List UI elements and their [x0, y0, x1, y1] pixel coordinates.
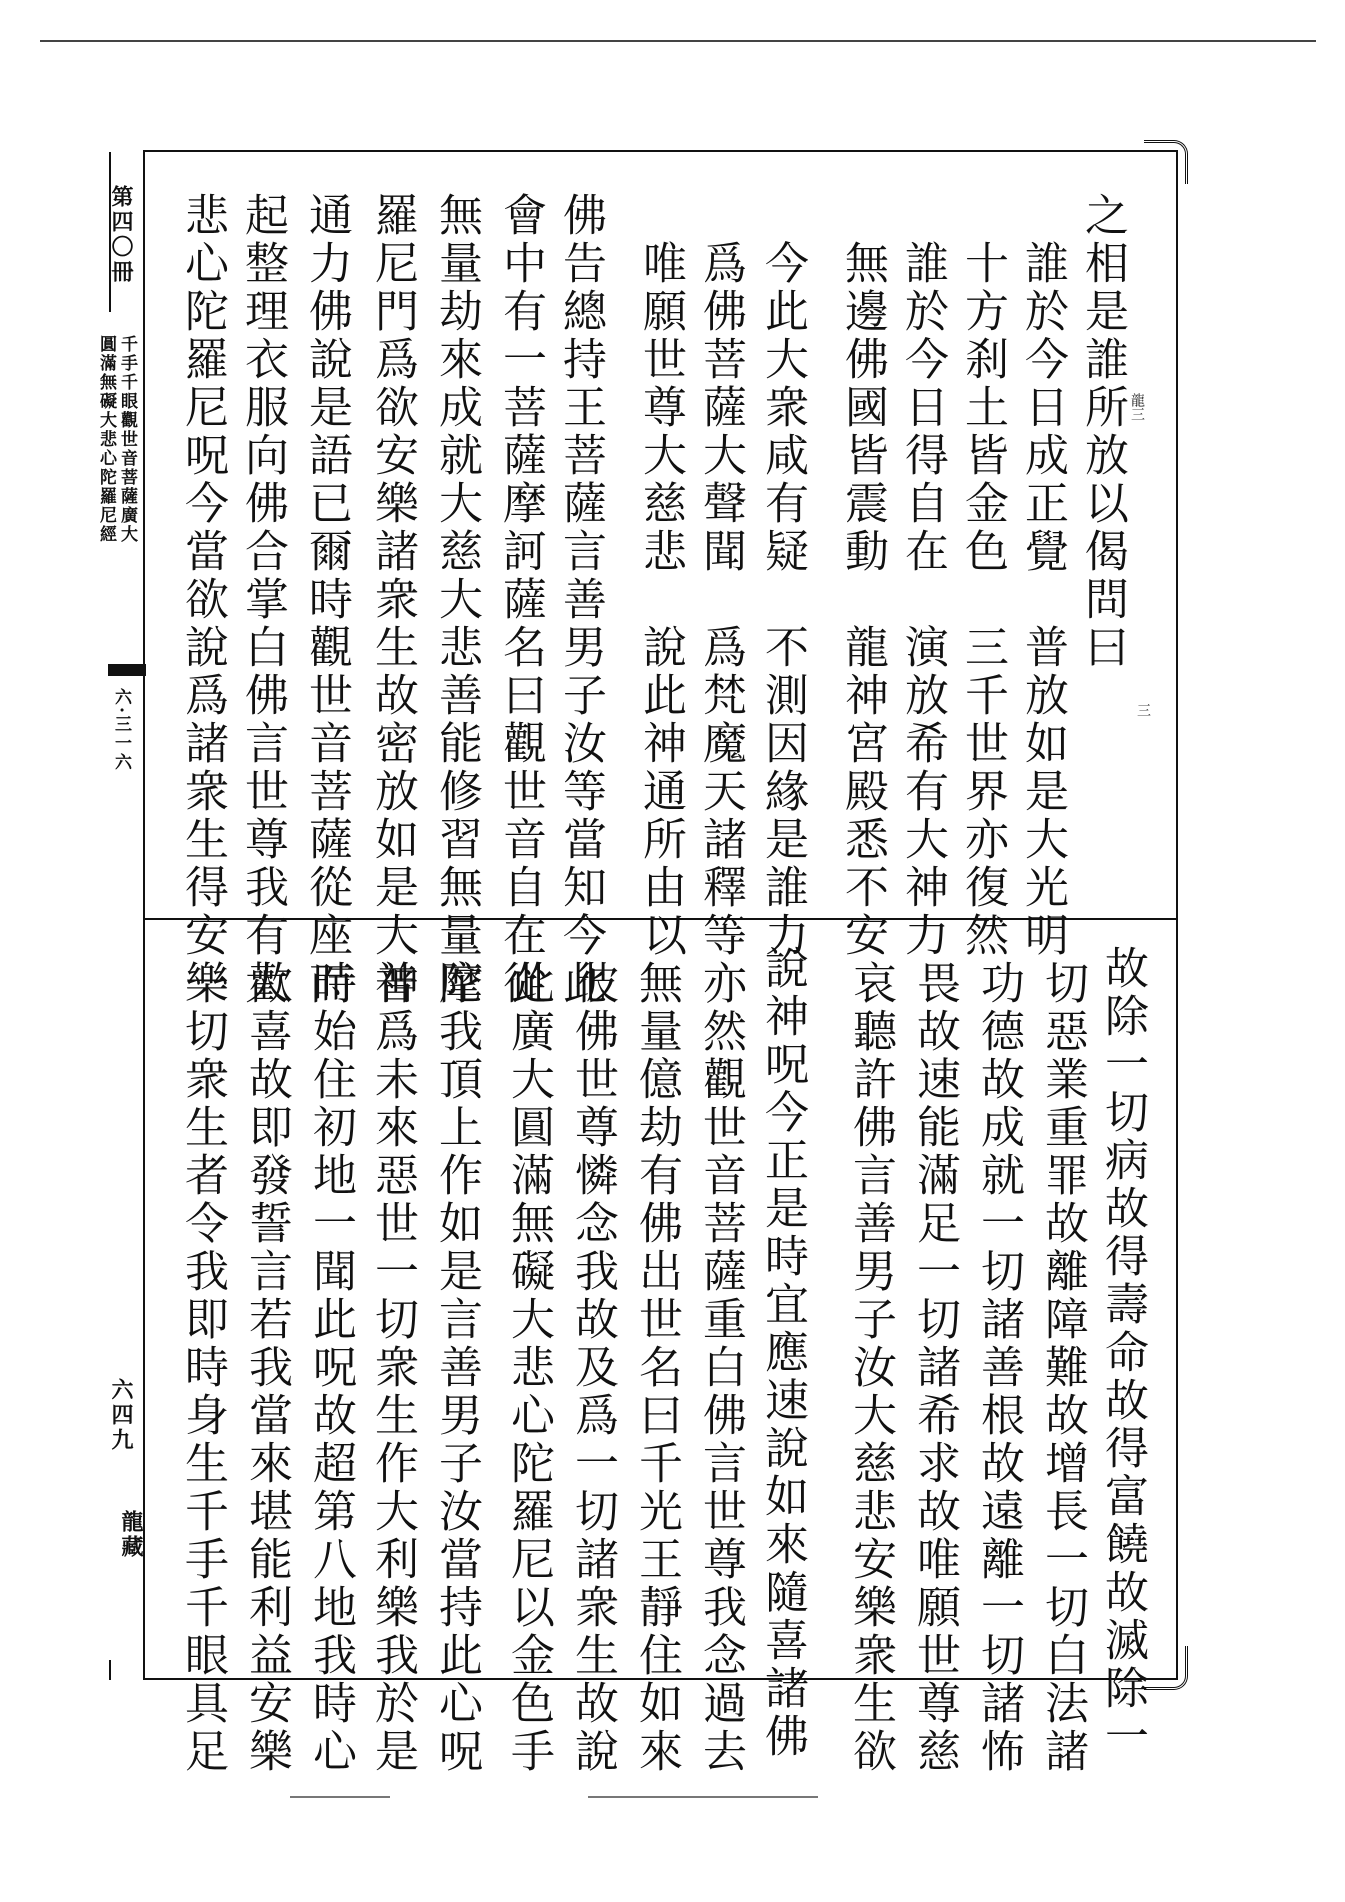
- upper-col-2: 誰於今日成正覺 普放如是大光明: [1017, 240, 1068, 960]
- upper-col-4: 誰於今日得自在 演放希有大神力: [897, 240, 948, 960]
- lower-col-3: 功德故成就一切諸善根故遠離一切諸怖: [973, 960, 1024, 1776]
- upper-col-15: 悲心陀羅尼呪今當欲說爲諸衆生得安樂: [177, 192, 228, 1008]
- note-top: 龍三: [1129, 393, 1145, 421]
- upper-col-8: 唯願世尊大慈悲 說此神通所由以: [635, 240, 686, 960]
- upper-col-6: 今此大衆咸有疑 不測因緣是誰力: [757, 240, 808, 960]
- upper-col-10: 會中有一菩薩摩訶薩名曰觀世音自在從: [495, 192, 546, 1008]
- lower-col-10: 此廣大圓滿無礙大悲心陀羅尼以金色手: [503, 960, 554, 1776]
- upper-col-7: 爲佛菩薩大聲聞 爲梵魔天諸釋等: [695, 240, 746, 960]
- margin-rule-lower: [109, 1660, 111, 1680]
- margin-bar: [108, 664, 146, 676]
- scan-artifact-left: [290, 1796, 390, 1798]
- top-rule: [40, 40, 1316, 42]
- lower-col-15: 一切衆生者令我即時身生千手千眼具足: [177, 960, 228, 1776]
- lower-col-4: 畏故速能滿足一切諸希求故唯願世尊慈: [909, 960, 960, 1776]
- volume-label: 第四〇冊: [108, 185, 134, 285]
- lower-col-2: 切惡業重罪故離障難故增長一切白法諸: [1037, 960, 1088, 1776]
- lower-col-9: 彼佛世尊憐念我故及爲一切諸衆生故說: [567, 960, 618, 1776]
- lower-col-5: 哀聽許佛言善男子汝大慈悲安樂衆生欲: [845, 960, 896, 1776]
- lower-col-14: 歡喜故即發誓言若我當來堪能利益安樂: [241, 960, 292, 1776]
- sutra-title-line2: 圓滿無礙大悲心陀羅尼經: [96, 335, 116, 544]
- upper-col-11: 無量劫來成就大慈大悲善能修習無量陀: [431, 192, 482, 1008]
- upper-col-9: 佛告總持王菩薩言善男子汝等當知今此: [555, 192, 606, 1008]
- lower-col-11: 摩我頂上作如是言善男子汝當持此心呪: [431, 960, 482, 1776]
- upper-col-13: 通力佛說是語已爾時觀世音菩薩從座而: [301, 192, 352, 1008]
- lower-col-7: 亦然觀世音菩薩重白佛言世尊我念過去: [695, 960, 746, 1776]
- scan-artifact-right: [588, 1796, 818, 1798]
- margin-rule-upper: [109, 152, 111, 312]
- upper-col-5: 無邊佛國皆震動 龍神宮殿悉不安: [837, 240, 888, 960]
- sutra-title-line1: 千手千眼觀世音菩薩廣大: [117, 335, 137, 544]
- upper-col-14: 起整理衣服向佛合掌白佛言世尊我有大: [237, 192, 288, 1008]
- note-mid: 三: [1135, 703, 1151, 717]
- upper-col-12: 羅尼門爲欲安樂諸衆生故密放如是大神: [367, 192, 418, 1008]
- catalog-number: 六·三一六: [111, 688, 131, 772]
- page-number: 六四九: [108, 1378, 134, 1453]
- lower-col-8: 無量億劫有佛出世名曰千光王靜住如來: [631, 960, 682, 1776]
- lower-col-12: 普爲未來惡世一切衆生作大利樂我於是: [367, 960, 418, 1776]
- upper-col-3: 十方刹土皆金色 三千世界亦復然: [957, 240, 1008, 960]
- lower-col-6: 說神呪今正是時宜應速說如來隨喜諸佛: [757, 945, 808, 1761]
- lower-col-13: 時始住初地一聞此呪故超第八地我時心: [305, 960, 356, 1776]
- frame-outer-edge: [1176, 172, 1184, 1658]
- upper-col-1: 之相是誰所放以偈問曰: [1077, 192, 1128, 672]
- collection-label: 龍藏: [118, 1510, 144, 1560]
- lower-col-1: 故除一切病故得壽命故得富饒故滅除一: [1097, 945, 1148, 1761]
